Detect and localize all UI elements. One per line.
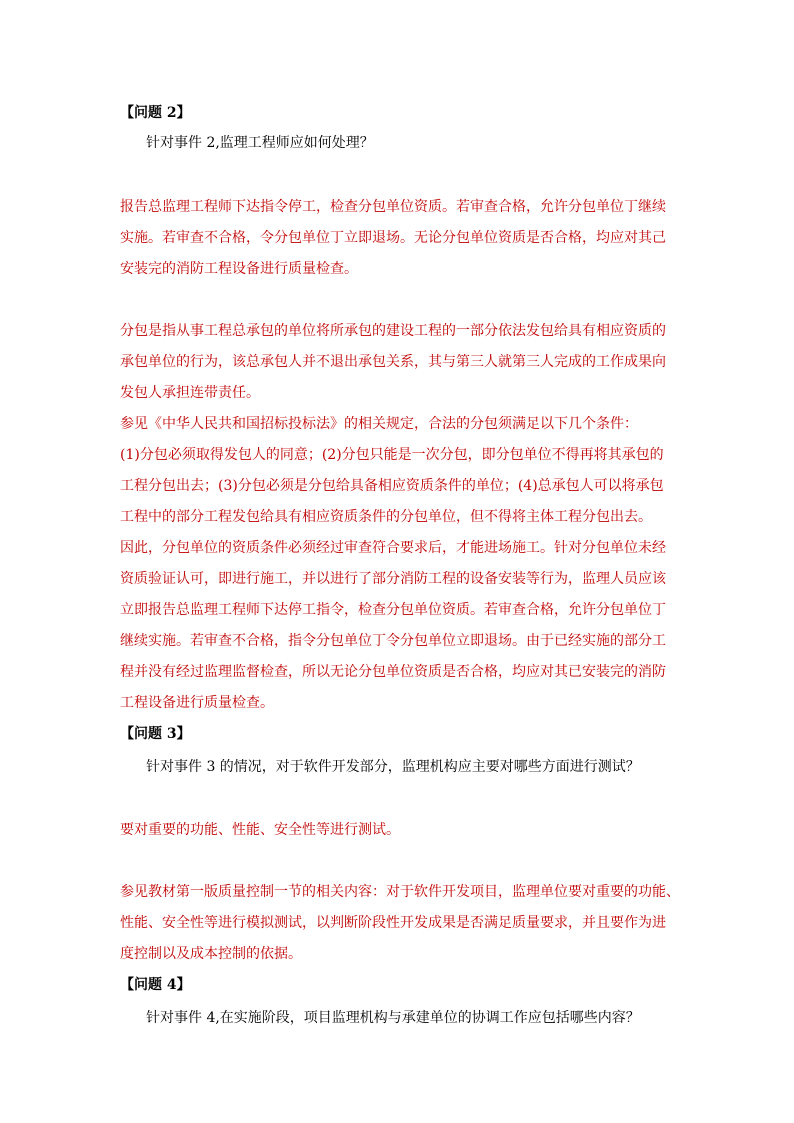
q2-explanation-line: 因此，分包单位的资质条件必须经过审查符合要求后，才能进场施工。针对分包单位未经	[120, 540, 666, 556]
q4-question: 针对事件 4,在实施阶段，项目监理机构与承建单位的协调工作应包括哪些内容？	[146, 1010, 640, 1026]
q2-explanation-line: 分包是指从事工程总承包的单位将所承包的建设工程的一部分依法发包给具有相应资质的	[120, 323, 666, 339]
q2-question: 针对事件 2,监理工程师应如何处理？	[146, 135, 374, 151]
q2-explanation-line: 工程设备进行质量检查。	[120, 695, 274, 711]
q3-explanation-line: 性能、安全性等进行模拟测试，以判断阶段性开发成果是否满足质量要求，并且要作为进	[120, 915, 666, 931]
q4-heading: 【问题 4】	[120, 977, 191, 993]
q2-explanation-line: 工程分包出去；(3)分包必须是分包给具备相应资质条件的单位；(4)总承包人可以将承包	[120, 478, 664, 494]
q2-heading: 【问题 2】	[120, 105, 191, 121]
q2-explanation-line: 资质验证认可，即进行施工，并以进行了部分消防工程的设备安装等行为，监理人员应该	[120, 571, 666, 587]
q2-explanation-line: 继续实施。若审查不合格，指令分包单位丁令分包单位立即退场。由于已经实施的部分工	[120, 633, 666, 649]
q2-explanation-line: 承包单位的行为，该总承包人并不退出承包关系，其与第三人就第三人完成的工作成果向	[120, 354, 666, 370]
q2-explanation-line: 工程中的部分工程发包给具有相应资质条件的分包单位，但不得将主体工程分包出去。	[120, 509, 652, 525]
q2-explanation-line: 参见《中华人民共和国招标投标法》的相关规定，合法的分包须满足以下几个条件：	[120, 416, 638, 432]
q2-explanation-line: 程并没有经过监理监督检查，所以无论分包单位资质是否合格，均应对其已安装完的消防	[120, 664, 666, 680]
q2-answer-line: 实施。若审查不合格，令分包单位丁立即退场。无论分包单位资质是否合格，均应对其己	[120, 230, 666, 246]
q3-heading: 【问题 3】	[120, 726, 191, 742]
q2-explanation-line: 立即报告总监理工程师下达停工指令，检查分包单位资质。若审查合格，允许分包单位丁	[120, 602, 666, 618]
q2-explanation-line: 发包人承担连带责任。	[120, 385, 260, 401]
q2-answer-line: 安装完的消防工程设备进行质量检查。	[120, 261, 358, 277]
q3-explanation-line: 参见教材第一版质量控制一节的相关内容：对于软件开发项目，监理单位要对重要的功能、	[120, 884, 680, 900]
q3-answer-line: 要对重要的功能、性能、安全性等进行测试。	[120, 822, 400, 838]
q3-question: 针对事件 3 的情况，对于软件开发部分，监理机构应主要对哪些方面进行测试？	[146, 759, 640, 775]
q2-answer-line: 报告总监理工程师下达指令停工，检查分包单位资质。若审查合格，允许分包单位丁继续	[120, 199, 666, 215]
q3-explanation-line: 度控制以及成本控制的依据。	[120, 946, 302, 962]
q2-explanation-line: (1)分包必须取得发包人的同意；(2)分包只能是一次分包，即分包单位不得再将其承包的	[120, 447, 664, 463]
